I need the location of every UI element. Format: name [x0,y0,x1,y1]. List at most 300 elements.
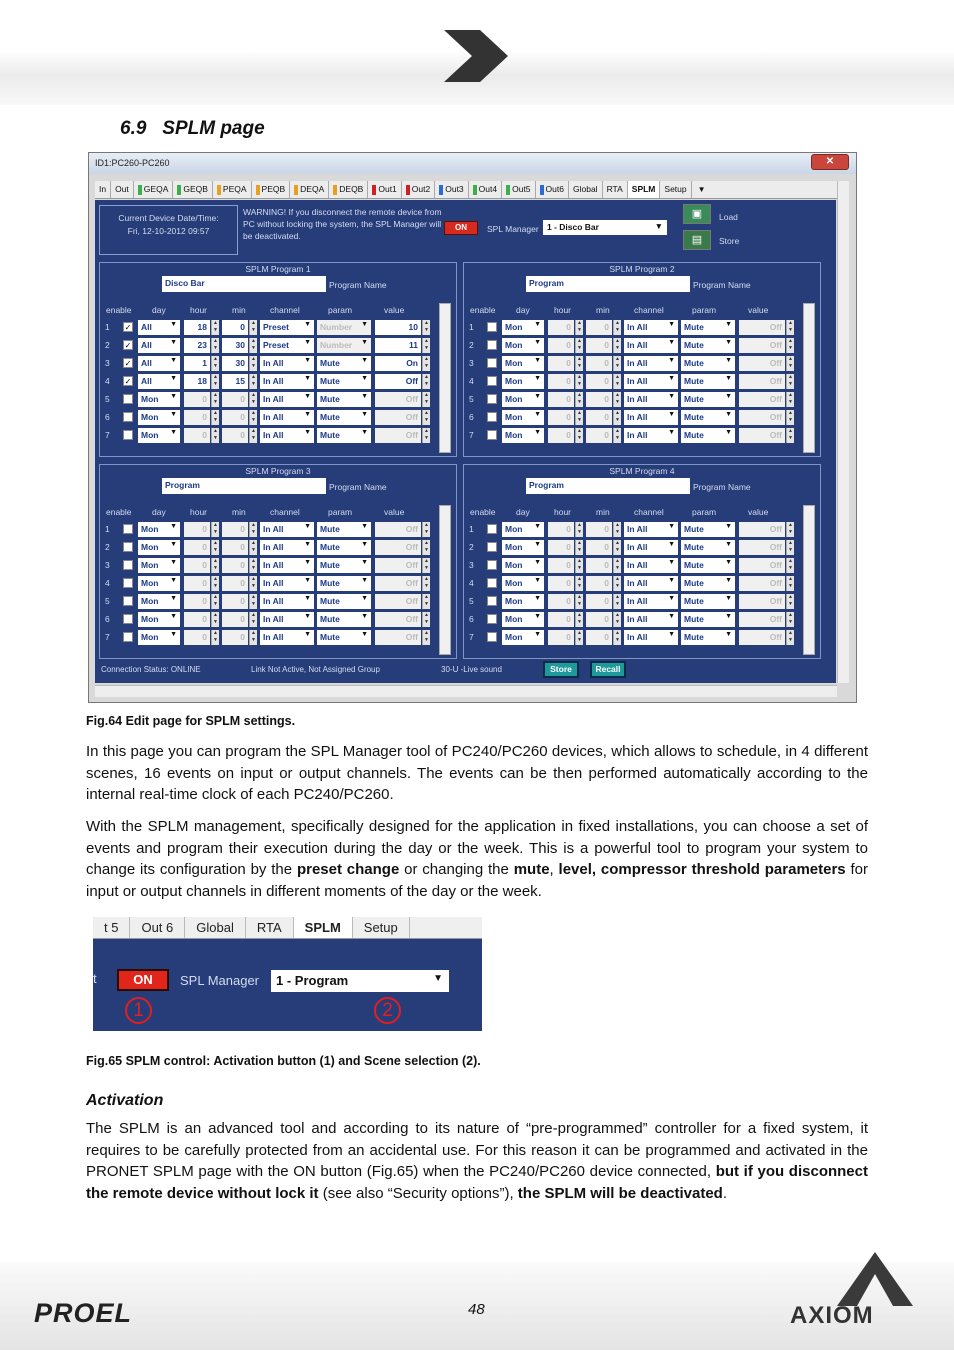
min-field[interactable]: 15 [222,374,248,389]
spinner-arrows-icon[interactable]: ▲ ▼ [211,392,219,407]
min-field[interactable]: 30 [222,338,248,353]
spinner-arrows-icon[interactable]: ▲ ▼ [211,320,219,335]
channel-select[interactable] [624,410,678,425]
enable-checkbox[interactable]: ✓ [124,359,132,368]
min-field[interactable]: 0 [222,320,248,335]
hour-field[interactable]: 0 [548,356,574,371]
tab-in[interactable] [95,181,111,198]
spinner-arrows-icon[interactable]: ▲ ▼ [211,612,219,627]
value-field[interactable]: Off [739,428,785,443]
program-name-input[interactable]: Program [526,276,690,292]
tab-out1[interactable] [368,181,401,198]
program-scrollbar[interactable] [439,303,451,453]
spinner-arrows-icon[interactable]: ▲ ▼ [786,522,794,537]
spinner-arrows-icon[interactable]: ▲ ▼ [786,392,794,407]
day-select[interactable] [502,338,544,353]
param-select[interactable] [317,374,371,389]
tab-out4[interactable] [469,181,502,198]
enable-checkbox[interactable] [487,542,497,552]
min-field[interactable]: 0 [586,630,612,645]
min-field[interactable]: 0 [222,410,248,425]
hour-field[interactable]: 23 [184,338,210,353]
param-select[interactable] [317,612,371,627]
value-field[interactable]: Off [739,392,785,407]
channel-select[interactable] [624,576,678,591]
tab-splm[interactable] [628,181,661,198]
crop-tab-t-5[interactable]: t 5 [93,917,130,938]
day-select[interactable] [138,540,180,555]
tab-peqb[interactable] [252,181,291,198]
day-select[interactable] [138,612,180,627]
spinner-arrows-icon[interactable]: ▲ ▼ [786,594,794,609]
spinner-arrows-icon[interactable]: ▲ ▼ [211,428,219,443]
channel-select[interactable] [260,630,314,645]
spinner-arrows-icon[interactable]: ▲ ▼ [422,612,430,627]
spinner-arrows-icon[interactable]: ▲ ▼ [786,338,794,353]
spinner-arrows-icon[interactable]: ▲ ▼ [575,576,583,591]
param-select[interactable] [317,594,371,609]
min-field[interactable]: 0 [586,338,612,353]
spinner-arrows-icon[interactable]: ▲ ▼ [575,392,583,407]
day-select[interactable] [138,576,180,591]
spinner-arrows-icon[interactable]: ▲ ▼ [613,630,621,645]
channel-select[interactable] [260,594,314,609]
channel-select[interactable] [624,320,678,335]
value-field[interactable]: Off [739,612,785,627]
recall-button[interactable]: Recall [590,661,626,678]
spinner-arrows-icon[interactable]: ▲ ▼ [211,558,219,573]
param-select[interactable] [317,392,371,407]
spinner-arrows-icon[interactable]: ▲ ▼ [249,428,257,443]
enable-checkbox[interactable]: ✓ [124,323,132,332]
enable-checkbox[interactable] [487,376,497,386]
value-field[interactable]: Off [375,392,421,407]
spinner-arrows-icon[interactable]: ▲ ▼ [249,356,257,371]
min-field[interactable]: 0 [586,392,612,407]
spinner-arrows-icon[interactable]: ▲ ▼ [249,522,257,537]
hour-field[interactable]: 1 [184,356,210,371]
spl-manager-select[interactable]: 1 - Disco Bar ▼ [543,220,667,235]
param-select[interactable] [681,320,735,335]
spinner-arrows-icon[interactable]: ▲ ▼ [786,558,794,573]
day-select[interactable] [502,356,544,371]
channel-select[interactable] [624,630,678,645]
hour-field[interactable]: 0 [548,410,574,425]
param-select[interactable] [681,428,735,443]
channel-select[interactable] [624,356,678,371]
hour-field[interactable]: 0 [548,392,574,407]
spinner-arrows-icon[interactable]: ▲ ▼ [575,338,583,353]
enable-checkbox[interactable] [487,632,497,642]
value-field[interactable]: Off [739,576,785,591]
value-field[interactable]: Off [739,410,785,425]
spinner-arrows-icon[interactable]: ▲ ▼ [613,392,621,407]
day-select[interactable] [502,630,544,645]
day-select[interactable] [138,410,180,425]
spinner-arrows-icon[interactable]: ▲ ▼ [422,558,430,573]
param-select[interactable] [681,356,735,371]
min-field[interactable]: 0 [586,612,612,627]
enable-checkbox[interactable] [487,614,497,624]
enable-checkbox[interactable] [123,542,133,552]
value-field[interactable]: 11 [375,338,421,353]
spinner-arrows-icon[interactable]: ▲ ▼ [211,410,219,425]
spinner-arrows-icon[interactable]: ▲ ▼ [422,338,430,353]
program-scrollbar[interactable] [803,505,815,655]
program-scrollbar[interactable] [803,303,815,453]
store-button[interactable]: Store [543,661,579,678]
spinner-arrows-icon[interactable]: ▲ ▼ [786,630,794,645]
value-field[interactable]: Off [375,558,421,573]
hour-field[interactable]: 18 [184,320,210,335]
channel-select[interactable] [260,612,314,627]
day-select[interactable] [502,392,544,407]
enable-checkbox[interactable] [487,340,497,350]
value-field[interactable]: Off [739,630,785,645]
spinner-arrows-icon[interactable]: ▲ ▼ [613,612,621,627]
spinner-arrows-icon[interactable]: ▲ ▼ [249,558,257,573]
hour-field[interactable]: 0 [184,392,210,407]
hour-field[interactable]: 18 [184,374,210,389]
channel-select[interactable] [260,558,314,573]
enable-checkbox[interactable] [487,578,497,588]
spinner-arrows-icon[interactable]: ▲ ▼ [422,522,430,537]
tab-geqb[interactable] [173,181,213,198]
hour-field[interactable]: 0 [548,576,574,591]
crop-tab-rta[interactable]: RTA [246,917,294,938]
crop-tab-out-6[interactable]: Out 6 [130,917,185,938]
param-select[interactable] [681,392,735,407]
param-select[interactable] [681,612,735,627]
hour-field[interactable]: 0 [184,612,210,627]
channel-select[interactable] [260,428,314,443]
spinner-arrows-icon[interactable]: ▲ ▼ [613,540,621,555]
tab-out3[interactable] [435,181,468,198]
spinner-arrows-icon[interactable]: ▲ ▼ [786,410,794,425]
spinner-arrows-icon[interactable]: ▲ ▼ [249,612,257,627]
min-field[interactable]: 0 [586,576,612,591]
day-select[interactable] [502,594,544,609]
hour-field[interactable]: 0 [184,630,210,645]
store-icon-button[interactable] [683,230,711,250]
value-field[interactable]: Off [739,558,785,573]
enable-checkbox[interactable]: ✓ [124,377,132,386]
hour-field[interactable]: 0 [548,594,574,609]
value-field[interactable]: Off [739,594,785,609]
tab-geqa[interactable] [134,181,174,198]
spinner-arrows-icon[interactable]: ▲ ▼ [422,320,430,335]
tab-peqa[interactable] [213,181,252,198]
spinner-arrows-icon[interactable]: ▲ ▼ [249,630,257,645]
min-field[interactable]: 0 [222,594,248,609]
spinner-arrows-icon[interactable]: ▲ ▼ [422,630,430,645]
value-field[interactable]: Off [375,612,421,627]
value-field[interactable]: Off [375,522,421,537]
spinner-arrows-icon[interactable]: ▲ ▼ [422,428,430,443]
value-field[interactable]: Off [375,428,421,443]
param-select[interactable] [317,522,371,537]
channel-select[interactable] [624,428,678,443]
spinner-arrows-icon[interactable]: ▲ ▼ [613,576,621,591]
day-select[interactable] [502,374,544,389]
channel-select[interactable] [260,522,314,537]
enable-checkbox[interactable] [487,394,497,404]
value-field[interactable]: Off [375,410,421,425]
on-button[interactable]: ON [444,221,478,235]
param-select[interactable] [681,522,735,537]
min-field[interactable]: 0 [586,374,612,389]
spinner-arrows-icon[interactable]: ▲ ▼ [575,356,583,371]
spinner-arrows-icon[interactable]: ▲ ▼ [786,612,794,627]
spinner-arrows-icon[interactable]: ▲ ▼ [249,540,257,555]
spinner-arrows-icon[interactable]: ▲ ▼ [211,630,219,645]
hour-field[interactable]: 0 [548,338,574,353]
day-select[interactable] [138,594,180,609]
param-select[interactable] [681,630,735,645]
day-select[interactable] [502,540,544,555]
spinner-arrows-icon[interactable]: ▲ ▼ [613,558,621,573]
hour-field[interactable]: 0 [548,558,574,573]
param-select[interactable] [317,428,371,443]
enable-checkbox[interactable] [123,412,133,422]
spinner-arrows-icon[interactable]: ▲ ▼ [613,594,621,609]
spinner-arrows-icon[interactable]: ▲ ▼ [249,338,257,353]
tab-out2[interactable] [402,181,435,198]
param-select[interactable] [317,630,371,645]
day-select[interactable] [138,428,180,443]
close-button[interactable]: ✕ [811,154,849,170]
channel-select[interactable] [260,392,314,407]
param-select[interactable] [681,410,735,425]
tab-out5[interactable] [502,181,535,198]
program-name-input[interactable]: Program [526,478,690,494]
spinner-arrows-icon[interactable]: ▲ ▼ [575,594,583,609]
vertical-scrollbar[interactable] [837,181,849,683]
spinner-arrows-icon[interactable]: ▲ ▼ [613,356,621,371]
channel-select[interactable] [624,338,678,353]
day-select[interactable] [138,338,180,353]
hour-field[interactable]: 0 [184,558,210,573]
crop-tab-splm[interactable]: SPLM [294,917,353,938]
day-select[interactable] [138,320,180,335]
min-field[interactable]: 0 [222,576,248,591]
spinner-arrows-icon[interactable]: ▲ ▼ [249,392,257,407]
value-field[interactable]: 10 [375,320,421,335]
value-field[interactable]: Off [739,540,785,555]
channel-select[interactable] [260,356,314,371]
channel-select[interactable] [624,594,678,609]
spinner-arrows-icon[interactable]: ▲ ▼ [575,522,583,537]
crop-scene-select[interactable]: 1 - Program ▼ [271,970,449,992]
min-field[interactable]: 0 [222,428,248,443]
value-field[interactable]: Off [739,320,785,335]
spinner-arrows-icon[interactable]: ▲ ▼ [422,374,430,389]
tab-deqb[interactable] [329,181,368,198]
hour-field[interactable]: 0 [548,522,574,537]
hour-field[interactable]: 0 [548,374,574,389]
hour-field[interactable]: 0 [548,540,574,555]
spinner-arrows-icon[interactable]: ▲ ▼ [613,428,621,443]
day-select[interactable] [502,428,544,443]
param-select[interactable] [681,594,735,609]
tab-out[interactable] [111,181,134,198]
param-select[interactable] [681,558,735,573]
spinner-arrows-icon[interactable]: ▲ ▼ [613,410,621,425]
crop-tab-setup[interactable]: Setup [353,917,410,938]
spinner-arrows-icon[interactable]: ▲ ▼ [786,320,794,335]
spinner-arrows-icon[interactable]: ▲ ▼ [786,356,794,371]
enable-checkbox[interactable] [123,560,133,570]
channel-select[interactable] [260,338,314,353]
enable-checkbox[interactable] [123,394,133,404]
enable-checkbox[interactable] [123,632,133,642]
spinner-arrows-icon[interactable]: ▲ ▼ [249,594,257,609]
min-field[interactable]: 0 [586,522,612,537]
tab-global[interactable] [569,181,603,198]
value-field[interactable]: On [375,356,421,371]
spinner-arrows-icon[interactable]: ▲ ▼ [249,576,257,591]
channel-select[interactable] [624,374,678,389]
value-field[interactable]: Off [375,594,421,609]
enable-checkbox[interactable]: ✓ [124,341,132,350]
spinner-arrows-icon[interactable]: ▲ ▼ [211,576,219,591]
value-field[interactable]: Off [375,576,421,591]
param-select[interactable] [317,320,371,335]
param-select[interactable] [317,576,371,591]
value-field[interactable]: Off [375,630,421,645]
day-select[interactable] [502,320,544,335]
min-field[interactable]: 0 [586,558,612,573]
spinner-arrows-icon[interactable]: ▲ ▼ [422,356,430,371]
value-field[interactable]: Off [739,374,785,389]
enable-checkbox[interactable] [123,524,133,534]
spinner-arrows-icon[interactable]: ▲ ▼ [786,540,794,555]
min-field[interactable]: 0 [586,410,612,425]
tab-deqa[interactable] [290,181,329,198]
param-select[interactable] [681,338,735,353]
param-select[interactable] [681,576,735,591]
min-field[interactable]: 0 [222,612,248,627]
enable-checkbox[interactable] [487,412,497,422]
spinner-arrows-icon[interactable]: ▲ ▼ [786,576,794,591]
channel-select[interactable] [624,522,678,537]
load-icon-button[interactable] [683,204,711,224]
hour-field[interactable]: 0 [548,428,574,443]
day-select[interactable] [502,410,544,425]
spinner-arrows-icon[interactable]: ▲ ▼ [575,410,583,425]
spinner-arrows-icon[interactable]: ▲ ▼ [422,594,430,609]
enable-checkbox[interactable] [123,430,133,440]
spinner-arrows-icon[interactable]: ▲ ▼ [249,410,257,425]
hour-field[interactable]: 0 [548,612,574,627]
day-select[interactable] [138,558,180,573]
enable-checkbox[interactable] [487,322,497,332]
value-field[interactable]: Off [375,540,421,555]
day-select[interactable] [138,374,180,389]
param-select[interactable] [317,558,371,573]
param-select[interactable] [317,356,371,371]
value-field[interactable]: Off [739,522,785,537]
channel-select[interactable] [624,392,678,407]
tab-overflow-dropdown[interactable] [692,181,712,198]
spinner-arrows-icon[interactable]: ▲ ▼ [422,540,430,555]
hour-field[interactable]: 0 [184,522,210,537]
day-select[interactable] [502,522,544,537]
min-field[interactable]: 30 [222,356,248,371]
enable-checkbox[interactable] [487,358,497,368]
spinner-arrows-icon[interactable]: ▲ ▼ [786,428,794,443]
enable-checkbox[interactable] [487,524,497,534]
param-select[interactable] [317,338,371,353]
enable-checkbox[interactable] [487,560,497,570]
hour-field[interactable]: 0 [184,428,210,443]
spinner-arrows-icon[interactable]: ▲ ▼ [575,320,583,335]
day-select[interactable] [502,558,544,573]
spinner-arrows-icon[interactable]: ▲ ▼ [211,338,219,353]
channel-select[interactable] [624,612,678,627]
channel-select[interactable] [260,374,314,389]
min-field[interactable]: 0 [222,558,248,573]
hour-field[interactable]: 0 [184,410,210,425]
min-field[interactable]: 0 [586,320,612,335]
param-select[interactable] [681,540,735,555]
hour-field[interactable]: 0 [548,320,574,335]
enable-checkbox[interactable] [123,578,133,588]
channel-select[interactable] [260,540,314,555]
spinner-arrows-icon[interactable]: ▲ ▼ [613,320,621,335]
channel-select[interactable] [624,558,678,573]
param-select[interactable] [317,540,371,555]
min-field[interactable]: 0 [222,540,248,555]
program-scrollbar[interactable] [439,505,451,655]
spinner-arrows-icon[interactable]: ▲ ▼ [211,594,219,609]
day-select[interactable] [138,356,180,371]
spinner-arrows-icon[interactable]: ▲ ▼ [422,576,430,591]
program-name-input[interactable]: Program [162,478,326,494]
param-select[interactable] [317,410,371,425]
spinner-arrows-icon[interactable]: ▲ ▼ [575,428,583,443]
spinner-arrows-icon[interactable]: ▲ ▼ [249,374,257,389]
tab-out6[interactable] [536,181,569,198]
min-field[interactable]: 0 [586,540,612,555]
enable-checkbox[interactable] [123,614,133,624]
crop-on-button[interactable]: ON [117,969,169,991]
spinner-arrows-icon[interactable]: ▲ ▼ [575,558,583,573]
value-field[interactable]: Off [739,356,785,371]
program-name-input[interactable]: Disco Bar [162,276,326,292]
channel-select[interactable] [624,540,678,555]
channel-select[interactable] [260,410,314,425]
spinner-arrows-icon[interactable]: ▲ ▼ [575,612,583,627]
spinner-arrows-icon[interactable]: ▲ ▼ [211,522,219,537]
spinner-arrows-icon[interactable]: ▲ ▼ [422,392,430,407]
hour-field[interactable]: 0 [548,630,574,645]
channel-select[interactable] [260,320,314,335]
spinner-arrows-icon[interactable]: ▲ ▼ [575,630,583,645]
spinner-arrows-icon[interactable]: ▲ ▼ [211,374,219,389]
min-field[interactable]: 0 [586,428,612,443]
crop-tab-global[interactable]: Global [185,917,246,938]
spinner-arrows-icon[interactable]: ▲ ▼ [613,338,621,353]
tab-setup[interactable] [660,181,691,198]
spinner-arrows-icon[interactable]: ▲ ▼ [211,356,219,371]
value-field[interactable]: Off [739,338,785,353]
day-select[interactable] [138,630,180,645]
hour-field[interactable]: 0 [184,594,210,609]
day-select[interactable] [502,576,544,591]
enable-checkbox[interactable] [487,430,497,440]
min-field[interactable]: 0 [222,522,248,537]
